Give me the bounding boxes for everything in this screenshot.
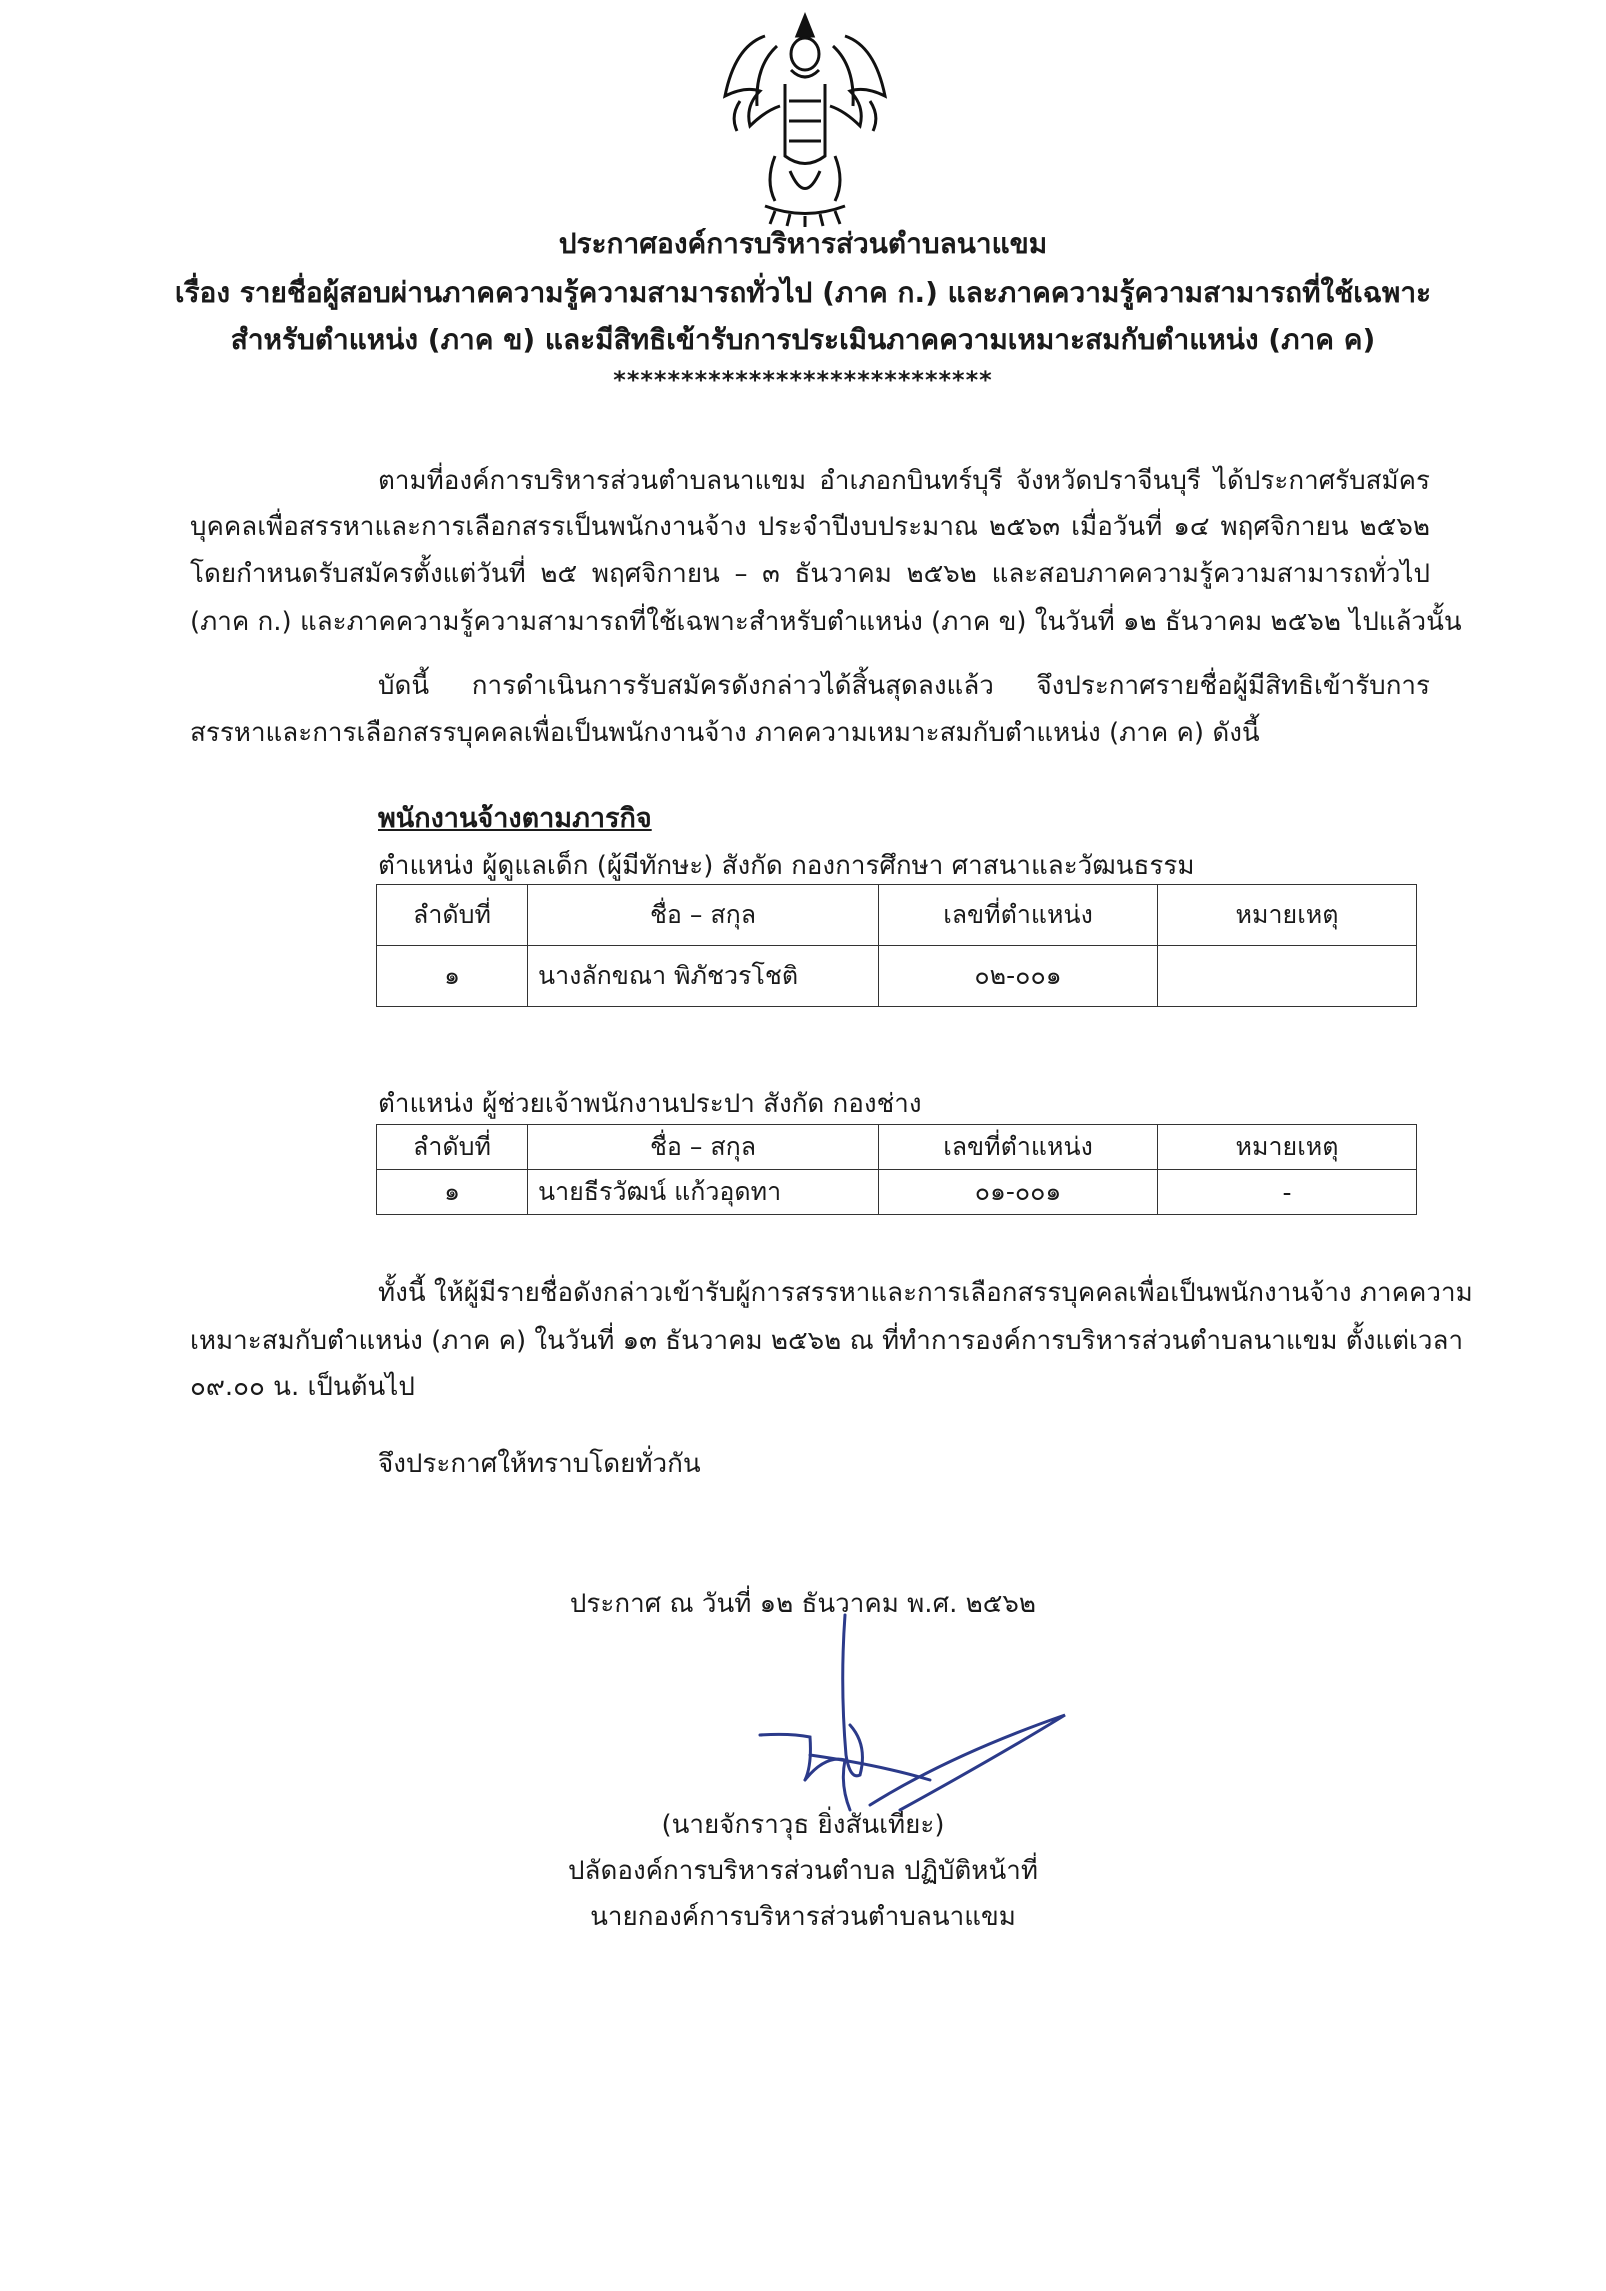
paragraph1-line4: (ภาค ก.) และภาคความรู้ความสามารถที่ใช้เฉพาะสำหรับตำแหน่ง (ภาค ข) ในวันที่ ๑๒ ธันวาคม ๒๕๖๒ ไปแล้วนั้น: [190, 607, 1462, 637]
row-remark: [1158, 946, 1417, 1007]
table-header-row: [377, 885, 1417, 946]
table-header-row: [377, 1125, 1417, 1170]
position1-table: [376, 884, 1417, 1007]
paragraph3-line3: ๐๙.๐๐ น. เป็นต้นไป: [190, 1372, 415, 1402]
row-no: ๑: [377, 1170, 528, 1215]
closing-text: จึงประกาศให้ทราบโดยทั่วกัน: [378, 1449, 701, 1479]
row-position-no: ๐๒-๐๐๑: [879, 946, 1158, 1007]
table-row: [377, 946, 1417, 1007]
signatory-title-2: นายกองค์การบริหารส่วนตำบลนาแขม: [590, 1902, 1016, 1932]
header-no: ลำดับที่: [377, 1125, 528, 1170]
stars-divider: ****************************: [613, 366, 993, 394]
position1-title: ตำแหน่ง ผู้ดูแลเด็ก (ผู้มีทักษะ) สังกัด กองการศึกษา ศาสนาและวัฒนธรรม: [378, 851, 1195, 881]
subject-line-1: เรื่อง รายชื่อผู้สอบผ่านภาคความรู้ความสามารถทั่วไป (ภาค ก.) และภาคความรู้ความสามารถที่ใช้เฉพาะ: [174, 276, 1432, 309]
row-name: นายธีรวัฒน์ แก้วอุดทา: [528, 1170, 879, 1215]
announce-date: ประกาศ ณ วันที่ ๑๒ ธันวาคม พ.ศ. ๒๕๖๒: [569, 1589, 1037, 1619]
header-position-no: เลขที่ตำแหน่ง: [879, 885, 1158, 946]
header-name: ชื่อ – สกุล: [528, 1125, 879, 1170]
section-heading: พนักงานจ้างตามภารกิจ: [378, 803, 652, 834]
table-row: [377, 1170, 1417, 1215]
signatory-title-1: ปลัดองค์การบริหารส่วนตำบล ปฏิบัติหน้าที่: [568, 1856, 1038, 1886]
position2-table: [376, 1124, 1417, 1215]
garuda-emblem-icon: [705, 6, 905, 228]
paragraph2-line1: บัดนี้ การดำเนินการรับสมัครดังกล่าวได้สิ้นสุดลงแล้ว จึงประกาศรายชื่อผู้มีสิทธิเข้ารับการ: [378, 671, 1430, 701]
header-remark: หมายเหตุ: [1158, 885, 1417, 946]
header-name: ชื่อ – สกุล: [528, 885, 879, 946]
subject-line-2: สำหรับตำแหน่ง (ภาค ข) และมีสิทธิเข้ารับการประเมินภาคความเหมาะสมกับตำแหน่ง (ภาค ค): [230, 323, 1376, 356]
row-no: ๑: [377, 946, 528, 1007]
paragraph3-line1: ทั้งนี้ ให้ผู้มีรายชื่อดังกล่าวเข้ารับผู้การสรรหาและการเลือกสรรบุคคลเพื่อเป็นพนักงานจ้าง ภาคความ: [378, 1278, 1473, 1308]
header-no: ลำดับที่: [377, 885, 528, 946]
row-name: นางลักขณา พิภัชวรโชติ: [528, 946, 879, 1007]
paragraph1-line2: บุคคลเพื่อสรรหาและการเลือกสรรเป็นพนักงานจ้าง ประจำปีงบประมาณ ๒๕๖๓ เมื่อวันที่ ๑๔ พฤศจิกายน ๒๕๖๒: [190, 512, 1430, 542]
signature-image: [750, 1605, 1080, 1835]
paragraph1-line3: โดยกำหนดรับสมัครตั้งแต่วันที่ ๒๕ พฤศจิกายน – ๓ ธันวาคม ๒๕๖๒ และสอบภาคความรู้ความสามารถทั่วไป: [190, 559, 1430, 589]
signatory-name: (นายจักราวุธ ยิ่งสันเทียะ): [661, 1810, 945, 1840]
header-position-no: เลขที่ตำแหน่ง: [879, 1125, 1158, 1170]
row-position-no: ๐๑-๐๐๑: [879, 1170, 1158, 1215]
row-remark: -: [1158, 1170, 1417, 1215]
document-title: ประกาศองค์การบริหารส่วนตำบลนาแขม: [558, 227, 1048, 260]
paragraph1-line1: ตามที่องค์การบริหารส่วนตำบลนาแขม อำเภอกบินทร์บุรี จังหวัดปราจีนบุรี ได้ประกาศรับสมัคร: [378, 466, 1430, 496]
paragraph2-line2: สรรหาและการเลือกสรรบุคคลเพื่อเป็นพนักงานจ้าง ภาคความเหมาะสมกับตำแหน่ง (ภาค ค) ดังนี้: [190, 718, 1260, 748]
position2-title: ตำแหน่ง ผู้ช่วยเจ้าพนักงานประปา สังกัด กองช่าง: [378, 1089, 922, 1119]
paragraph3-line2: เหมาะสมกับตำแหน่ง (ภาค ค) ในวันที่ ๑๓ ธันวาคม ๒๕๖๒ ณ ที่ทำการองค์การบริหารส่วนตำบลนาแขม ตั้งแต่เวลา: [190, 1326, 1464, 1356]
header-remark: หมายเหตุ: [1158, 1125, 1417, 1170]
